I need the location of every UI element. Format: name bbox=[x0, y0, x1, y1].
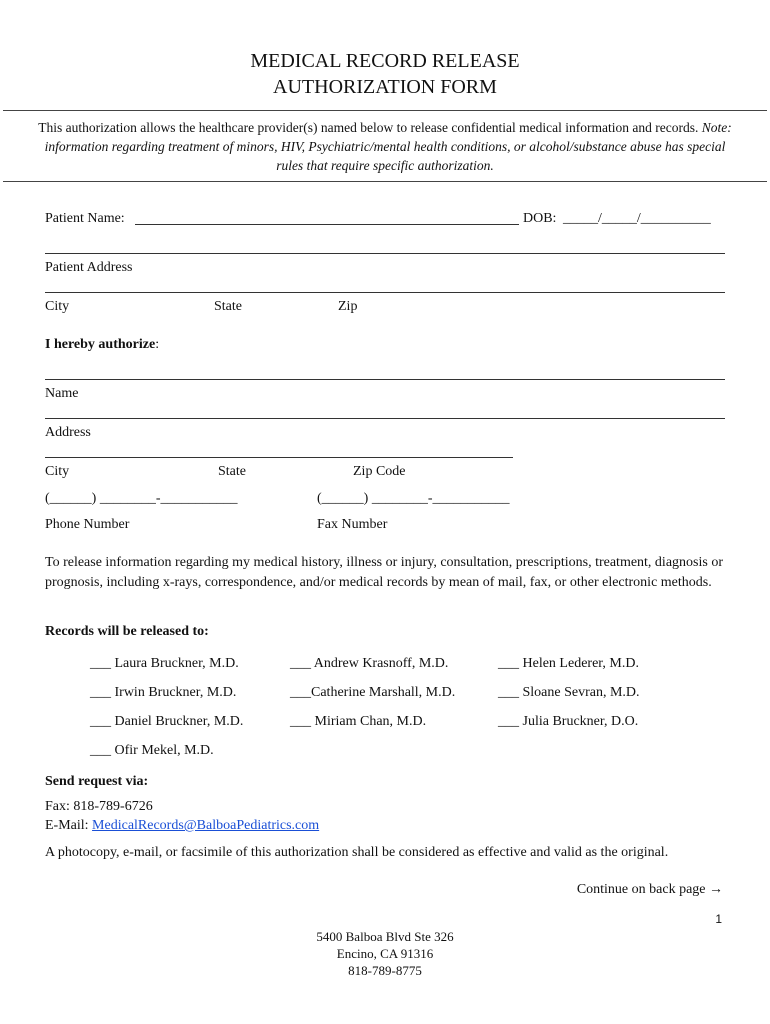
authorized-address-field[interactable] bbox=[45, 418, 725, 419]
fax-field[interactable]: (______) ________-___________ bbox=[317, 491, 510, 506]
authorized-zip-label: Zip Code bbox=[353, 464, 406, 479]
release-paragraph: To release information regarding my medical history, illness or injury, consultation, prescriptions, treatment, diagnosis or prognosis, including x-rays, correspondence, and/or medical records by mean of mail, fax, or other electronic methods. bbox=[45, 555, 723, 590]
patient-city-label: City bbox=[45, 299, 70, 314]
page-title-line2: AUTHORIZATION FORM bbox=[273, 76, 497, 98]
doctor-option[interactable]: ___ Daniel Bruckner, M.D. bbox=[90, 714, 244, 729]
email-link[interactable]: MedicalRecords@BalboaPediatrics.com bbox=[92, 818, 320, 833]
phone-label: Phone Number bbox=[45, 517, 130, 532]
intro-text: This authorization allows the healthcare provider(s) named below to release confidential medical information and records. bbox=[38, 120, 699, 135]
phone-field[interactable]: (______) ________-___________ bbox=[45, 491, 238, 506]
patient-zip-label: Zip bbox=[338, 299, 358, 314]
authorized-state-label: State bbox=[218, 464, 246, 479]
send-fax: Fax: 818-789-6726 bbox=[45, 799, 153, 814]
top-divider bbox=[3, 110, 767, 111]
doctor-option[interactable]: ___ Helen Lederer, M.D. bbox=[498, 656, 639, 671]
dob-field[interactable]: _____/_____/__________ bbox=[563, 211, 711, 226]
patient-address-field[interactable] bbox=[45, 253, 725, 254]
authorize-heading: I hereby authorize: bbox=[45, 337, 160, 352]
page-number: 1 bbox=[715, 912, 722, 926]
patient-name-label: Patient Name: bbox=[45, 211, 125, 226]
patient-name-field[interactable] bbox=[135, 224, 519, 225]
photocopy-note: A photocopy, e-mail, or facsimile of this authorization shall be considered as effective and valid as the original. bbox=[45, 845, 669, 860]
send-heading: Send request via: bbox=[45, 774, 149, 789]
footer-address-line2: Encino, CA 91316 bbox=[336, 946, 434, 961]
doctor-option[interactable]: ___ Andrew Krasnoff, M.D. bbox=[290, 656, 449, 671]
authorized-name-label: Name bbox=[45, 386, 79, 401]
footer-phone: 818-789-8775 bbox=[348, 963, 422, 978]
patient-state-label: State bbox=[214, 299, 242, 314]
authorized-city-label: City bbox=[45, 464, 70, 479]
doctor-option[interactable]: ___ Laura Bruckner, M.D. bbox=[90, 656, 239, 671]
authorized-city-field[interactable] bbox=[45, 457, 513, 458]
authorized-name-field[interactable] bbox=[45, 379, 725, 380]
records-heading: Records will be released to: bbox=[45, 624, 209, 639]
page-title-line1: MEDICAL RECORD RELEASE bbox=[250, 50, 520, 72]
doctor-option[interactable]: ___ Irwin Bruckner, M.D. bbox=[90, 685, 237, 700]
doctor-option[interactable]: ___Catherine Marshall, M.D. bbox=[290, 685, 456, 700]
doctor-option[interactable]: ___ Sloane Sevran, M.D. bbox=[498, 685, 640, 700]
authorized-address-label: Address bbox=[45, 425, 91, 440]
fax-label: Fax Number bbox=[317, 517, 388, 532]
footer-address-line1: 5400 Balboa Blvd Ste 326 bbox=[316, 929, 454, 944]
send-email bbox=[45, 817, 319, 835]
dob-label: DOB: bbox=[523, 211, 557, 226]
intro-note: Note: information regarding treatment of minors, HIV, Psychiatric/mental health conditions, or alcohol/substance abuse has special rules that require specific authorization. bbox=[44, 120, 732, 173]
doctor-option[interactable]: ___ Ofir Mekel, M.D. bbox=[90, 743, 214, 758]
doctor-option[interactable]: ___ Miriam Chan, M.D. bbox=[290, 714, 427, 729]
patient-city-field[interactable] bbox=[45, 292, 725, 293]
intro-divider bbox=[3, 181, 767, 182]
intro-paragraph bbox=[30, 118, 740, 175]
patient-address-label: Patient Address bbox=[45, 260, 133, 275]
doctor-option[interactable]: ___ Julia Bruckner, D.O. bbox=[498, 714, 639, 729]
send-email-label: E-Mail: bbox=[45, 818, 93, 833]
continue-note: Continue on back page → bbox=[576, 882, 723, 897]
